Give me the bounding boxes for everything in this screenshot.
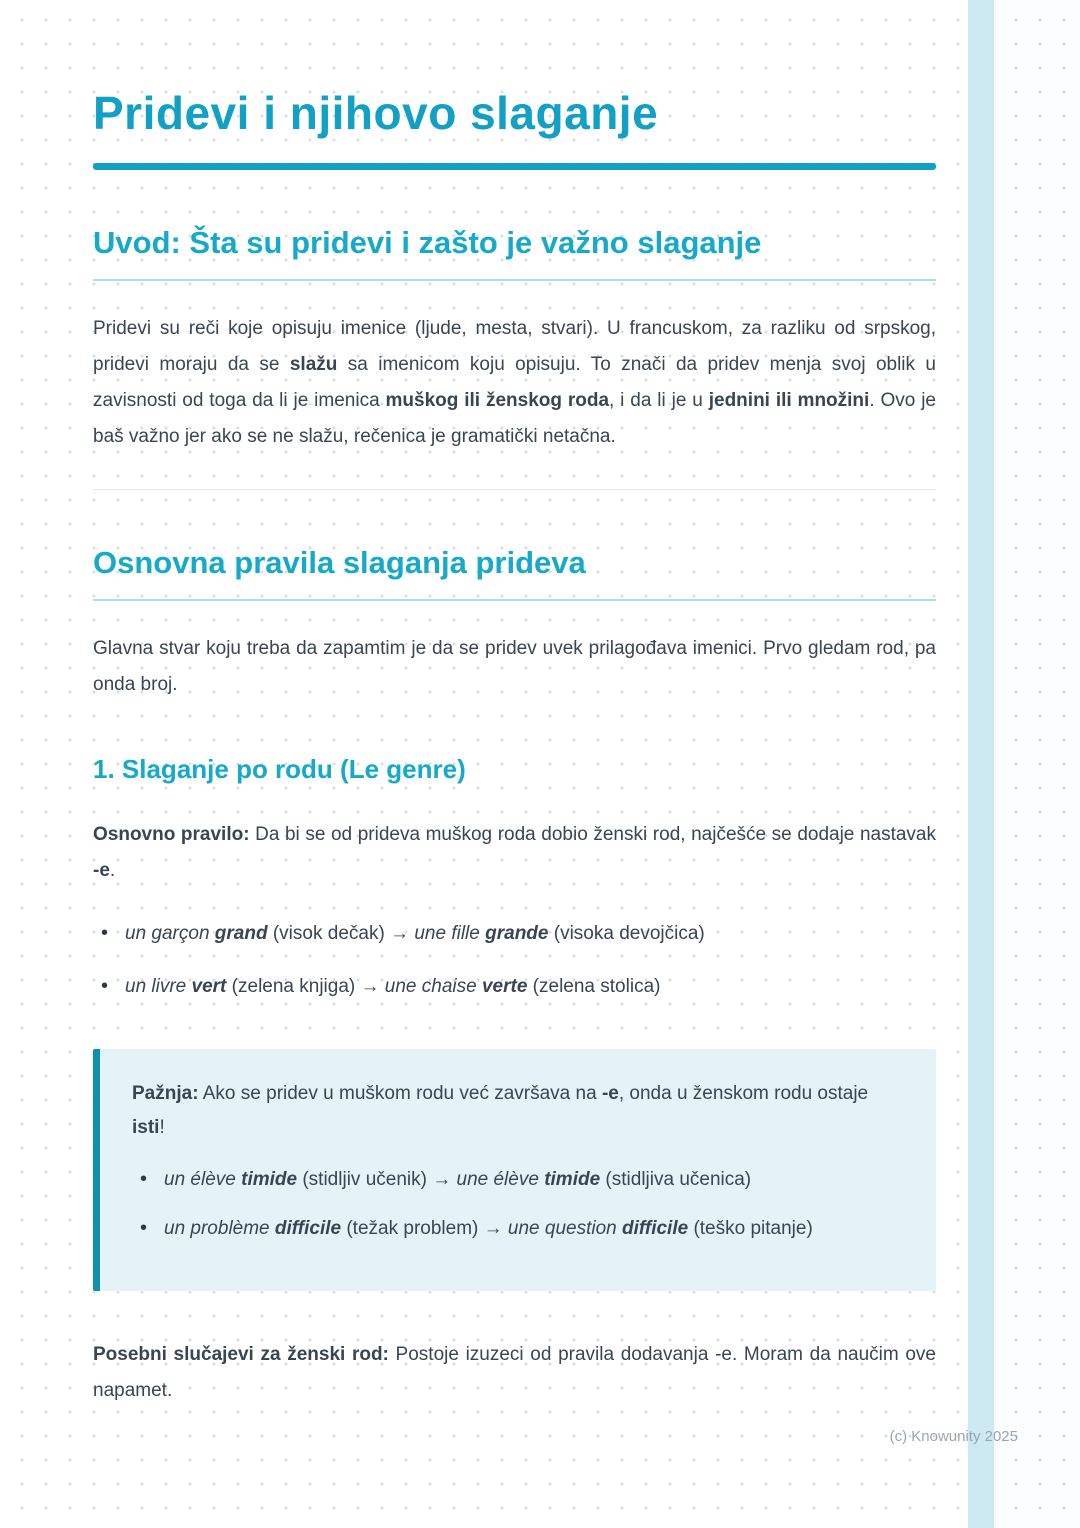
footer-credit: (c) Knowunity 2025 [889, 1428, 1018, 1445]
heading-underline [93, 279, 936, 281]
attention-callout [93, 1049, 936, 1291]
page-title: Pridevi i njihovo slaganje [93, 87, 659, 139]
callout-example-item: • un élève timide (stidljiv učenik) → une élève timide (stidljiva učenica) [132, 1163, 902, 1196]
section-heading-rules: Osnovna pravila slaganja prideva [93, 544, 586, 580]
callout-example-item: • un problème difficile (težak problem) → une question difficile (teško pitanje) [132, 1212, 902, 1245]
intro-paragraph: Pridevi su reči koje opisuju imenice (ljude, mesta, stvari). U francuskom, za razliku od srpskog, pridevi moraju da se slažu sa imenicom koju opisuju. To znači da pridev menja svoj oblik u zavisnosti od toga da li je imenica muškog ili ženskog roda, i da li je u jednini ili množini. Ovo je baš važno jer ako se ne slažu, rečenica je gramatički netačna. [93, 317, 936, 447]
section-heading-intro: Uvod: Šta su pridevi i zašto je važno slaganje [93, 225, 762, 261]
gender-rule-paragraph: Osnovno pravilo: Da bi se od prideva muškog roda dobio ženski rod, najčešće se dodaje nastavak -e. [93, 823, 936, 881]
right-margin-stripe [968, 0, 994, 1528]
gender-example-list [93, 917, 936, 1003]
right-margin-area [994, 0, 1080, 1528]
document-content [93, 0, 936, 1409]
callout-lead: Pažnja: Ako se pridev u muškom rodu već završava na -e, onda u ženskom rodu ostaje isti! [132, 1082, 869, 1138]
rules-paragraph: Glavna stvar koju treba da zapamtim je da se pridev uvek prilagođava imenici. Prvo gledam rod, pa onda broj. [93, 637, 936, 695]
subsection-heading-gender: 1. Slaganje po rodu (Le genre) [93, 753, 466, 784]
heading-underline [93, 599, 936, 601]
callout-example-list [132, 1163, 902, 1245]
example-item: • un livre vert (zelena knjiga) → une chaise verte (zelena stolica) [93, 970, 936, 1003]
title-divider [93, 163, 936, 170]
special-cases-paragraph: Posebni slučajevi za ženski rod: Postoje izuzeci od pravila dodavanja -e. Moram da naučim ove napamet. [93, 1343, 936, 1401]
example-item: • un garçon grand (visok dečak) → une fille grande (visoka devojčica) [93, 917, 936, 950]
section-divider [93, 489, 936, 490]
